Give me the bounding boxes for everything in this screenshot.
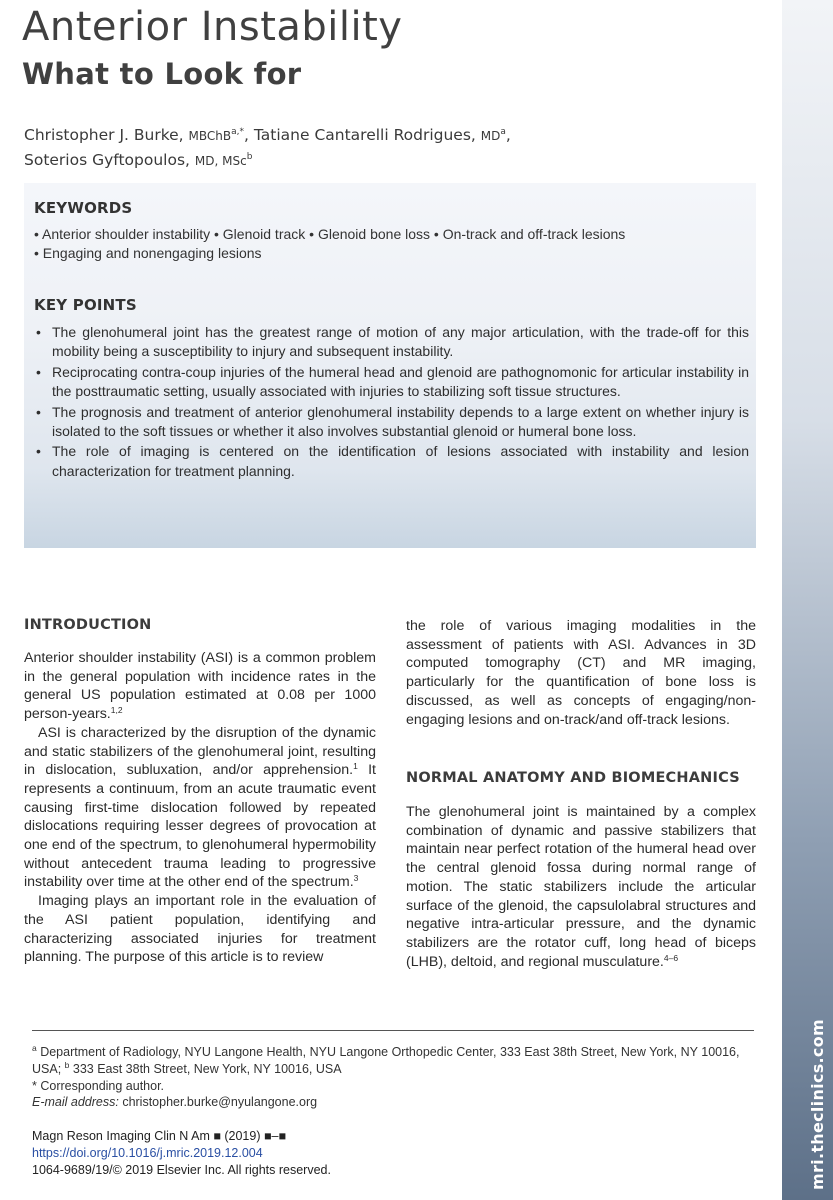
keywords-line: • Engaging and nonengaging lesions bbox=[34, 245, 262, 261]
affiliation-mark: b bbox=[64, 1059, 70, 1070]
journal-citation: Magn Reson Imaging Clin N Am ■ (2019) ■–■ bbox=[32, 1129, 287, 1143]
article-title bbox=[22, 4, 402, 92]
intro-paragraph bbox=[24, 724, 376, 892]
intro-paragraph bbox=[24, 649, 376, 724]
email-label: E-mail address: bbox=[32, 1095, 119, 1110]
intro-paragraph: Imaging plays an important role in the evaluation of the ASI patient population, identifying and characterizing associated injuries for treatment planning. The purpose of this article is to review bbox=[24, 893, 376, 966]
intro-paragraph-continued: the role of various imaging modalities in the assessment of patients with ASI. Advances in 3D computed tomography (CT) and MR imaging, particularly for the quantification of bone loss is discussed, as well as concepts of engaging/non-engaging lesions and on-track/and off-track lesions. bbox=[406, 618, 756, 728]
left-column-text bbox=[24, 649, 376, 967]
footnote-divider bbox=[32, 1030, 754, 1031]
right-column-anatomy bbox=[406, 803, 756, 971]
author-affiliation-mark: a,* bbox=[231, 127, 245, 137]
paragraph-text: Anterior shoulder instability (ASI) is a common problem in the general population with incidence rates in the general US population estimated at 0.08 per 1000 person-years. bbox=[24, 650, 376, 723]
affiliation-mark: a bbox=[32, 1043, 37, 1053]
author-degree: MD, MSc bbox=[194, 154, 247, 168]
email-address[interactable]: christopher.burke@nyulangone.org bbox=[118, 1095, 318, 1110]
title-subtitle: What to Look for bbox=[22, 57, 302, 91]
author-name: , Tatiane Cantarelli Rodrigues, bbox=[244, 126, 481, 144]
author-degree: MD bbox=[480, 129, 501, 143]
key-points-heading: KEY POINTS bbox=[34, 296, 137, 314]
author-affiliation-mark: b bbox=[246, 152, 253, 162]
copyright-line: 1064-9689/19/© 2019 Elsevier Inc. All rights reserved. bbox=[32, 1162, 331, 1177]
anatomy-heading: NORMAL ANATOMY AND BIOMECHANICS bbox=[406, 770, 740, 786]
author-name: Soterios Gyftopoulos, bbox=[24, 151, 195, 169]
journal-url[interactable]: mri.theclinics.com bbox=[808, 1019, 827, 1190]
author-line-1: Christopher J. Burke, MBChB$^{a,*}$, Tatiane Cantarelli Rodrigues, $MD^a$, bbox=[24, 126, 511, 144]
key-point-item: • The prognosis and treatment of anterior glenohumeral instability depends to a large extent on whether injury is isolated to the soft tissues or whether it also involves substantial glenoid or humeral bone loss. bbox=[34, 403, 749, 442]
reference-mark: 1,2 bbox=[110, 705, 123, 716]
footnotes bbox=[32, 1044, 762, 1111]
key-point-item: • The role of imaging is centered on the identification of lesions associated with instability and lesion characterization for treatment planning. bbox=[34, 442, 749, 481]
corresponding-author: * Corresponding author. bbox=[32, 1078, 165, 1093]
affiliation-text: Department of Radiology, NYU Langone Health, NYU Langone Orthopedic Center, 333 East 38th Street, New York, NY 10016, USA; bbox=[32, 1045, 740, 1076]
right-column-intro-continuation bbox=[406, 617, 756, 729]
key-point-item: • The glenohumeral joint has the greatest range of motion of any major articulation, with the trade-off for this mobility being a susceptibility to injury and subsequent instability. bbox=[34, 323, 749, 362]
reference-mark: 3 bbox=[353, 873, 359, 884]
keywords-keypoints-box bbox=[24, 183, 756, 548]
citation-block bbox=[32, 1128, 532, 1178]
email-line bbox=[32, 1094, 762, 1111]
key-points-list bbox=[34, 323, 749, 482]
author-affiliation-mark: a bbox=[500, 127, 506, 137]
doi-link[interactable]: https://doi.org/10.1016/j.mric.2019.12.004 bbox=[32, 1145, 263, 1160]
author-name: Christopher J. Burke, bbox=[24, 126, 189, 144]
introduction-heading: INTRODUCTION bbox=[24, 617, 152, 633]
keywords-heading: KEYWORDS bbox=[34, 199, 133, 217]
author-list bbox=[24, 122, 764, 172]
title-main: Anterior Instability bbox=[22, 4, 403, 50]
paragraph-text: It represents a continuum, from an acute traumatic event causing first-time dislocation followed by repeated dislocations requiring lesser degrees of provocation at one end of the spectrum, to glenohumeral hypermobility without antecedent trauma leading to progressive instability over time at the other end of the spectrum. bbox=[24, 762, 376, 891]
paragraph-text: The glenohumeral joint is maintained by a complex combination of dynamic and passive stabilizers that maintain near perfect rotation of the humeral head over the central glenoid fossa during normal range of motion. The static stabilizers include the articular surface of the glenoid, the capsulolabral structures and negative intra-articular pressure, and the dynamic stabilizers are the rotator cuff, long head of biceps (LHB), deltoid, and regional musculature. bbox=[406, 804, 756, 970]
affiliation-text: 333 East 38th Street, New York, NY 10016, USA bbox=[69, 1061, 342, 1076]
affiliations bbox=[32, 1044, 762, 1078]
paragraph-text: ASI is characterized by the disruption of the dynamic and static stabilizers of the glenohumeral joint, resulting in dislocation, subluxation, and/or apprehension. bbox=[24, 724, 376, 779]
author-degree: MBChB bbox=[188, 129, 232, 143]
author-line-2 bbox=[24, 147, 764, 172]
key-point-item: • Reciprocating contra-coup injuries of the humeral head and glenoid are pathognomonic for articular instability in the posttraumatic setting, usually associated with injuries to stabilizing soft tissue structures. bbox=[34, 363, 749, 402]
reference-mark: 4–6 bbox=[663, 952, 679, 963]
keywords-line: • Anterior shoulder instability • Glenoid track • Glenoid bone loss • On-track and off-track lesions bbox=[34, 226, 626, 242]
anatomy-paragraph bbox=[406, 803, 756, 971]
reference-mark: 1 bbox=[353, 761, 358, 772]
